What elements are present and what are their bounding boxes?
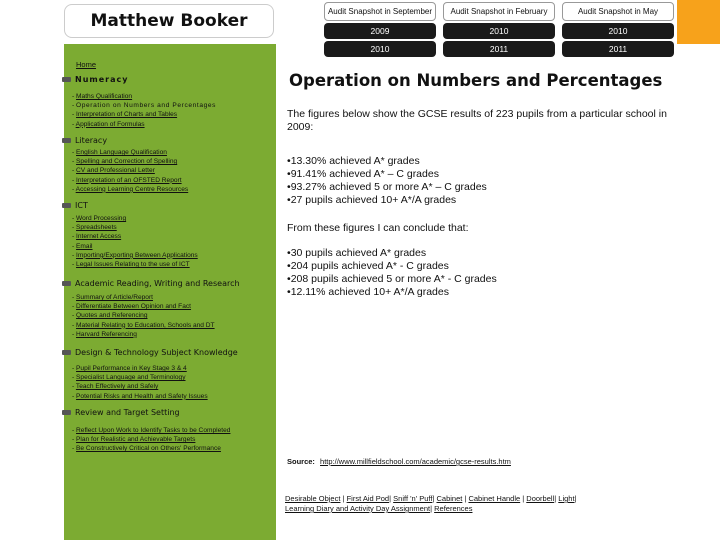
nav-section-label: Numeracy — [75, 75, 129, 84]
nav-link-pupil-performance[interactable]: Pupil Performance in Key Stage 3 & 4 — [76, 365, 187, 372]
nav-item — [72, 157, 188, 166]
nav-section-dt-knowledge[interactable] — [62, 348, 238, 357]
footer-link-light[interactable]: Light — [558, 494, 575, 503]
page-title: Operation on Numbers and Percentages — [289, 71, 663, 90]
footer-link-first-aid-pod[interactable]: First Aid Pod — [346, 494, 390, 503]
nav-link-spreadsheets[interactable]: Spreadsheets — [76, 224, 117, 232]
nav-link-teach-safely[interactable]: Teach Effectively and Safely — [75, 383, 159, 391]
section-bullet-icon — [62, 138, 71, 143]
nav-link-ofsted-report[interactable]: Interpretation of an OFSTED Report — [76, 176, 182, 184]
nav-section-ict[interactable] — [62, 201, 88, 210]
nav-list-academic — [72, 293, 215, 339]
nav-section-numeracy[interactable] — [62, 75, 128, 84]
list-item: • 93.27% achieved 5 or more A* – C grades — [287, 181, 487, 194]
nav-section-label: Review and Target Setting — [75, 408, 180, 417]
nav-link-reflect-tasks[interactable]: Reflect Upon Work to Identify Tasks to be Completed — [76, 427, 231, 434]
audit-february-2010[interactable]: 2010 — [443, 23, 555, 39]
nav-item — [72, 148, 188, 157]
nav-link-charts-tables[interactable]: Interpretation of Charts and Tables — [76, 111, 178, 119]
nav-link-education-material[interactable]: Material Relating to Education, Schools and DT — [76, 321, 215, 329]
nav-link-constructive-criticism[interactable]: Be Constructively Critical on Others' Performance — [76, 445, 221, 453]
nav-section-review[interactable] — [62, 408, 180, 417]
footer-link-doorbell[interactable]: Doorbell — [526, 494, 555, 503]
list-item: • 27 pupils achieved 10+ A*/A grades — [287, 194, 487, 207]
nav-item — [72, 392, 208, 401]
list-item: • 204 pupils achieved A* - C grades — [287, 260, 497, 273]
audit-september-2010[interactable]: 2010 — [324, 41, 436, 57]
nav-link-formulas[interactable]: Application of Formulas — [75, 120, 145, 128]
nav-section-label: Literacy — [75, 136, 108, 145]
footer-nav: Desirable Object | First Aid Pod| Sniff 'n' Puff| Cabinet | Cabinet Handle | Doorbell| Light| Learning Diary and Activity Day Assignment| References — [285, 494, 577, 513]
conclusion-intro: From these figures I can conclude that: — [287, 222, 469, 234]
nav-item — [72, 101, 216, 110]
nav-item — [72, 444, 230, 453]
nav-link-cv-letter[interactable]: CV and Professional Letter — [76, 167, 155, 175]
nav-link-terminology[interactable]: Specialist Language and Terminology — [76, 374, 186, 382]
nav-item — [72, 92, 216, 101]
nav-section-academic[interactable] — [62, 279, 240, 288]
nav-link-word-processing[interactable]: Word Processing — [76, 215, 127, 222]
nav-item — [72, 214, 198, 223]
nav-list-numeracy — [72, 92, 216, 129]
section-bullet-icon — [62, 281, 71, 286]
nav-link-quotes-referencing[interactable]: Quotes and Referencing — [76, 312, 148, 320]
nav-item — [72, 321, 215, 330]
nav-item — [72, 382, 208, 391]
audit-may-2011[interactable]: 2011 — [562, 41, 674, 57]
nav-link-english-qualification[interactable]: English Language Qualification — [76, 149, 167, 156]
footer-link-references[interactable]: References — [434, 504, 473, 513]
source-link[interactable]: http://www.millfieldschool.com/academic/gcse-results.htm — [320, 457, 511, 466]
source-citation — [287, 457, 511, 466]
list-item: • 12.11% achieved 10+ A*/A grades — [287, 286, 497, 299]
nav-link-legal-issues[interactable]: Legal Issues Relating to the use of ICT — [76, 261, 190, 269]
nav-item — [72, 330, 215, 339]
nav-link-email[interactable]: Email — [76, 242, 93, 250]
site-title: Matthew Booker — [64, 4, 274, 38]
nav-section-label: Design & Technology Subject Knowledge — [75, 348, 238, 357]
nav-item — [72, 251, 198, 260]
nav-link-operation-numbers[interactable]: Operation on Numbers and Percentages — [76, 102, 217, 110]
intro-paragraph: The figures below show the GCSE results of 223 pupils from a particular school in 2009: — [287, 108, 667, 133]
nav-item — [72, 185, 188, 194]
nav-link-spelling[interactable]: Spelling and Correction of Spelling — [76, 158, 178, 166]
nav-item — [72, 311, 215, 320]
footer-link-sniff-n-puff[interactable]: Sniff 'n' Puff — [393, 494, 433, 503]
list-item: • 30 pupils achieved A* grades — [287, 247, 497, 260]
audit-may-label: Audit Snapshot in May — [562, 2, 674, 21]
nav-link-health-safety[interactable]: Potential Risks and Health and Safety Issues — [76, 392, 208, 400]
audit-may-2010[interactable]: 2010 — [562, 23, 674, 39]
footer-link-cabinet-handle[interactable]: Cabinet Handle — [468, 494, 521, 503]
nav-list-dt — [72, 364, 208, 401]
nav-link-harvard-referencing[interactable]: Harvard Referencing — [76, 330, 137, 338]
nav-item — [72, 176, 188, 185]
list-item: • 208 pupils achieved 5 or more A* - C grades — [287, 273, 497, 286]
nav-list-review — [72, 426, 230, 454]
header-accent — [677, 0, 720, 44]
footer-link-cabinet[interactable]: Cabinet — [436, 494, 463, 503]
nav-link-learning-centre[interactable]: Accessing Learning Centre Resources — [75, 185, 189, 193]
source-label: Source: — [287, 457, 315, 466]
audit-september-label: Audit Snapshot in September — [324, 2, 436, 21]
audit-february-label: Audit Snapshot in February — [443, 2, 555, 21]
footer-link-learning-diary[interactable]: Learning Diary and Activity Day Assignment — [285, 504, 431, 513]
nav-item — [72, 302, 215, 311]
nav-section-label: Academic Reading, Writing and Research — [75, 279, 240, 288]
section-bullet-icon — [62, 77, 71, 82]
nav-item — [72, 166, 188, 175]
nav-item — [72, 260, 198, 269]
section-bullet-icon — [62, 350, 71, 355]
nav-link-summary-article[interactable]: Summary of Article/Report — [76, 294, 153, 301]
nav-item — [72, 293, 215, 302]
audit-may — [562, 2, 674, 57]
nav-item — [72, 373, 208, 382]
nav-link-internet-access[interactable]: Internet Access — [76, 233, 122, 241]
nav-link-import-export[interactable]: Importing/Exporting Between Applications — [76, 251, 198, 259]
nav-item — [72, 242, 198, 251]
nav-item — [72, 435, 230, 444]
section-bullet-icon — [62, 203, 71, 208]
nav-section-label: ICT — [75, 201, 88, 210]
list-item: • 13.30% achieved A* grades — [287, 155, 487, 168]
audit-february — [443, 2, 555, 57]
list-item: • 91.41% achieved A* – C grades — [287, 168, 487, 181]
audit-september-2009[interactable]: 2009 — [324, 23, 436, 39]
nav-item — [72, 110, 216, 119]
nav-item — [72, 232, 198, 241]
audit-september — [324, 2, 436, 57]
nav-list-literacy — [72, 148, 188, 194]
count-results-list — [287, 247, 497, 299]
nav-item — [72, 120, 216, 129]
audit-february-2011[interactable]: 2011 — [443, 41, 555, 57]
footer-link-desirable-object[interactable]: Desirable Object — [285, 494, 341, 503]
nav-link-plan-targets[interactable]: Plan for Realistic and Achievable Targets — [76, 436, 196, 444]
nav-link-maths-qualification[interactable]: Maths Qualification — [76, 93, 133, 100]
nav-link-opinion-fact[interactable]: Differentiate Between Opinion and Fact — [76, 303, 192, 311]
percent-results-list — [287, 155, 487, 207]
nav-item — [72, 364, 208, 373]
nav-list-ict — [72, 214, 198, 269]
nav-item — [72, 426, 230, 435]
nav-home-link[interactable]: Home — [76, 60, 97, 69]
section-bullet-icon — [62, 410, 71, 415]
nav-section-literacy[interactable] — [62, 136, 107, 145]
nav-item — [72, 223, 198, 232]
